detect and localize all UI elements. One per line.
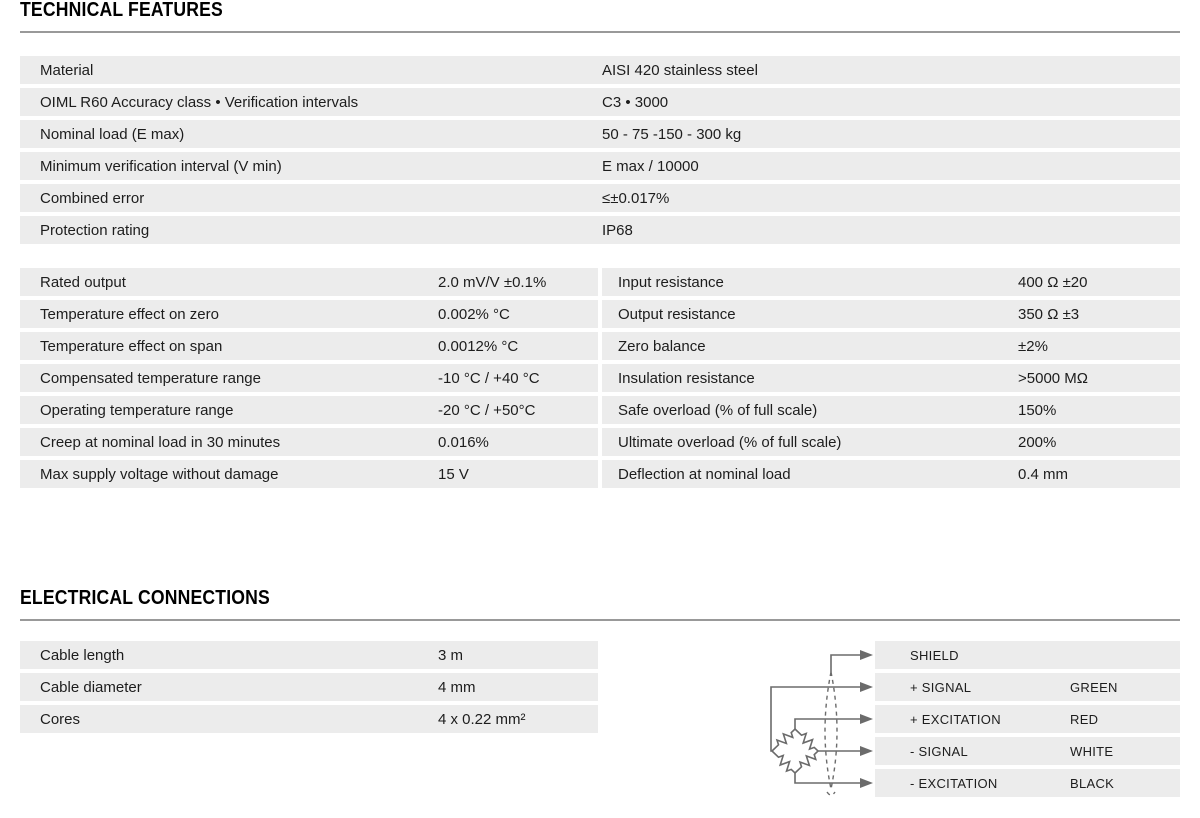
spec-label: Combined error [40,189,145,207]
cable-shield-icon [825,672,837,795]
spec-label: Temperature effect on span [40,337,223,355]
table-row [875,769,1180,797]
spec-label: Temperature effect on zero [40,305,219,323]
table-row [20,364,598,392]
table-row [602,396,1180,424]
wire-shield [831,655,862,672]
spec-value: 2.0 mV/V ±0.1% [438,273,547,291]
table-row [875,673,1180,701]
bridge-resistor [792,748,821,776]
table-row [20,332,598,360]
spec-label: Max supply voltage without damage [40,465,279,483]
arrow-icon [860,650,873,660]
spec-label: Cable diameter [40,678,142,696]
bridge-resistor [769,726,798,754]
spec-label: Output resistance [618,305,736,323]
arrow-icon [860,778,873,788]
wire-plus-excitation [795,719,862,729]
wire-color: BLACK [1070,775,1115,791]
spec-value: 50 - 75 -150 - 300 kg [602,125,742,143]
table-row [20,152,1180,180]
spec-label: Rated output [40,273,126,291]
table-row [602,428,1180,456]
spec-value: C3 • 3000 [602,93,669,111]
table-row [20,300,598,328]
table-row [20,673,598,701]
spec-value: 0.4 mm [1018,465,1069,483]
spec-value: E max / 10000 [602,157,699,175]
spec-value: 350 Ω ±3 [1018,305,1080,323]
spec-value: -10 °C / +40 °C [438,369,540,387]
table-row [20,396,598,424]
section-title-electrical-connections: ELECTRICAL CONNECTIONS [20,587,270,609]
arrow-icon [860,746,873,756]
wheatstone-bridge-icon [769,726,821,777]
table-row [20,184,1180,212]
spec-label: Material [40,61,94,79]
wiring-diagram [752,636,880,806]
spec-value: 0.002% °C [438,305,510,323]
table-row [20,428,598,456]
spec-value: ≤±0.017% [602,189,670,207]
table-row [602,332,1180,360]
spec-value: 0.0012% °C [438,337,519,355]
spec-label: OIML R60 Accuracy class • Verification intervals [40,93,359,111]
section-title-technical-features: TECHNICAL FEATURES [20,0,223,21]
wire-label: - EXCITATION [910,775,998,791]
spec-value: AISI 420 stainless steel [602,61,758,79]
spec-value: ±2% [1018,337,1048,355]
spec-value: 4 mm [438,678,476,696]
spec-label: Safe overload (% of full scale) [618,401,818,419]
table-row [602,460,1180,488]
spec-value: 400 Ω ±20 [1018,273,1088,291]
spec-value: 4 x 0.22 mm² [438,710,526,728]
table-row [875,641,1180,669]
table-row [602,300,1180,328]
spec-value: 3 m [438,646,464,664]
table-row [20,641,598,669]
spec-label: Operating temperature range [40,401,234,419]
spec-label: Insulation resistance [618,369,755,387]
spec-label: Creep at nominal load in 30 minutes [40,433,281,451]
wire-label: + EXCITATION [910,711,1001,727]
spec-label: Zero balance [618,337,706,355]
wire-color: RED [1070,711,1099,727]
spec-label: Ultimate overload (% of full scale) [618,433,842,451]
spec-label: Cores [40,710,81,728]
arrow-icon [860,714,873,724]
spec-label: Minimum verification interval (V min) [40,157,282,175]
spec-label: Cable length [40,646,125,664]
table-row [602,364,1180,392]
spec-value: 200% [1018,433,1057,451]
table-row [602,268,1180,296]
table-row [20,88,1180,116]
table-row [20,268,598,296]
spec-value: 150% [1018,401,1057,419]
wire-label: + SIGNAL [910,679,972,695]
table-row [20,705,598,733]
right-spec-table [602,268,1180,488]
wire-label: SHIELD [910,647,959,663]
electrical-connections-area [20,641,1180,809]
bridge-resistor [792,726,821,754]
heading-rule [20,31,1180,33]
spec-label: Nominal load (E max) [40,125,185,143]
wire-color: WHITE [1070,743,1114,759]
wire-label: - SIGNAL [910,743,969,759]
spec-label: Compensated temperature range [40,369,261,387]
spec-value: 0.016% [438,433,489,451]
table-row [20,216,1180,244]
detailed-spec-tables [20,268,1180,488]
arrow-icon [860,682,873,692]
wire-color: GREEN [1070,679,1118,695]
spec-value: IP68 [602,221,633,239]
spec-label: Protection rating [40,221,150,239]
spec-value: -20 °C / +50°C [438,401,536,419]
table-row [875,737,1180,765]
spec-value: >5000 MΩ [1018,369,1089,387]
spec-label: Input resistance [618,273,724,291]
spec-label: Deflection at nominal load [618,465,791,483]
heading-rule [20,619,1180,621]
table-row [20,120,1180,148]
left-spec-table [20,268,598,488]
wire-color-table [875,641,1180,797]
cable-spec-table [20,641,598,733]
bridge-resistor [769,748,798,776]
spec-value: 15 V [438,465,469,483]
table-row [20,56,1180,84]
table-row [875,705,1180,733]
general-spec-table [20,56,1180,244]
table-row [20,460,598,488]
